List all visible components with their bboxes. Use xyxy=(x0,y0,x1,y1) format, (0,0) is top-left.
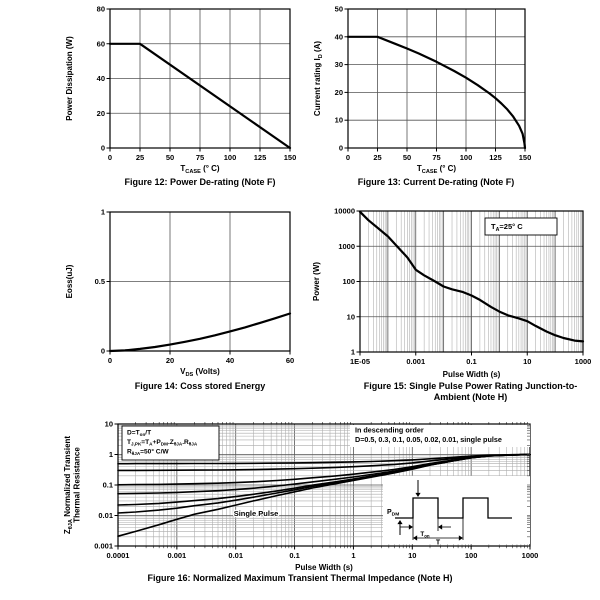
svg-text:100: 100 xyxy=(223,153,237,162)
svg-text:30: 30 xyxy=(334,60,343,70)
svg-text:75: 75 xyxy=(195,153,205,162)
svg-text:0.1: 0.1 xyxy=(102,480,113,490)
svg-text:Single Pulse: Single Pulse xyxy=(233,509,279,518)
current-derating-chart xyxy=(305,2,565,178)
svg-text:1: 1 xyxy=(100,207,105,217)
svg-text:10: 10 xyxy=(334,115,343,125)
svg-text:50: 50 xyxy=(165,153,175,162)
svg-text:10: 10 xyxy=(104,419,113,429)
svg-text:RθJA=50° C/W: $R_{\theta JA}=50^\circ$ C/W xyxy=(127,448,169,457)
svg-text:150: 150 xyxy=(283,153,297,162)
svg-text:20: 20 xyxy=(165,356,175,365)
svg-text:1000: 1000 xyxy=(574,357,592,366)
svg-text:0.001: 0.001 xyxy=(94,541,113,551)
svg-text:10: 10 xyxy=(346,312,355,322)
figure-14-caption: Figure 14: Coss stored Energy xyxy=(134,381,266,391)
svg-text:Current rating ID (A): Current rating $I_D$ (A) xyxy=(313,40,324,117)
svg-text:0.01: 0.01 xyxy=(98,511,113,520)
svg-text:0.01: 0.01 xyxy=(228,551,244,560)
svg-text:1: 1 xyxy=(108,450,113,459)
svg-text:Thermal Resistance: Thermal Resistance xyxy=(72,447,82,523)
svg-text:1000: 1000 xyxy=(338,241,355,251)
svg-text:Pulse Width (s): Pulse Width (s) xyxy=(295,563,353,572)
svg-text:Power Dissipation (W): Power Dissipation (W) xyxy=(65,36,74,121)
figure-16-caption: Figure 16: Normalized Maximum Transient Thermal Impedance (Note H) xyxy=(147,573,453,583)
svg-text:TCASE (° C): $T_{CASE}$ (° C) xyxy=(416,164,457,175)
svg-text:TCASE (° C): $T_{CASE}$ (° C) xyxy=(180,164,220,175)
svg-text:20: 20 xyxy=(96,108,105,118)
svg-text:10: 10 xyxy=(408,551,417,560)
svg-text:In descending order: In descending order xyxy=(355,425,424,435)
power-derating-chart xyxy=(55,2,305,178)
svg-text:125: 125 xyxy=(253,153,267,162)
transient-thermal-impedance-chart xyxy=(50,410,600,578)
svg-text:75: 75 xyxy=(432,153,441,162)
svg-text:0: 0 xyxy=(338,143,343,153)
svg-text:D=0.5, 0.3, 0.1, 0.05, 0.02, 0: D=0.5, 0.3, 0.1, 0.05, 0.02, 0.01, single pulse xyxy=(355,435,502,444)
svg-text:40: 40 xyxy=(334,32,343,42)
figure-15-caption: Figure 15: Single Pulse Power Rating Junction-to-Ambient (Note H) xyxy=(363,381,578,402)
svg-text:10: 10 xyxy=(523,357,532,366)
single-pulse-power-chart xyxy=(305,205,595,385)
svg-text:T: T xyxy=(435,539,441,547)
svg-text:0: 0 xyxy=(107,356,113,365)
svg-text:10000: 10000 xyxy=(334,206,355,216)
svg-text:100: 100 xyxy=(464,551,478,560)
svg-text:100: 100 xyxy=(342,277,355,286)
svg-text:125: 125 xyxy=(489,153,502,162)
svg-text:TA=25° C: $T_A=25^\circ$ C xyxy=(491,222,523,233)
svg-text:TJ,PK=TA+PDM.ZθJA.RθJA: $T_{J,PK}=T_A+P_{DM}.Z_{\theta JA}.R_{\theta JA}$ xyxy=(127,439,198,447)
curve-eoss-energy xyxy=(110,314,290,352)
svg-text:D=Ton/T: $D=T_{on}/T$ xyxy=(127,429,152,438)
svg-text:Ton: $T_{on}$ xyxy=(420,531,430,539)
svg-text:40: 40 xyxy=(225,356,235,365)
svg-text:Power (W): Power (W) xyxy=(312,261,321,302)
svg-text:0.1: 0.1 xyxy=(289,551,300,560)
coss-energy-chart xyxy=(55,205,305,381)
svg-text:1000: 1000 xyxy=(521,551,539,560)
svg-text:0: 0 xyxy=(345,153,351,162)
figure-13-caption: Figure 13: Current De-rating (Note F) xyxy=(357,177,515,187)
svg-text:0: 0 xyxy=(107,153,113,162)
svg-text:0.0001: 0.0001 xyxy=(106,551,130,560)
svg-text:0: 0 xyxy=(100,346,105,356)
svg-text:40: 40 xyxy=(96,74,105,83)
svg-text:Eoss(uJ): Eoss(uJ) xyxy=(65,264,74,299)
svg-text:VDS (Volts): $V_{DS}$ (Volts) xyxy=(180,367,220,378)
svg-text:1: 1 xyxy=(350,347,355,357)
svg-text:0.1: 0.1 xyxy=(466,357,477,366)
svg-text:Pulse Width (s): Pulse Width (s) xyxy=(442,370,501,379)
svg-text:1E-05: 1E-05 xyxy=(349,357,371,366)
svg-text:0.001: 0.001 xyxy=(406,357,426,366)
svg-text:50: 50 xyxy=(402,153,412,162)
figure-12-caption: Figure 12: Power De-rating (Note F) xyxy=(124,177,276,187)
svg-text:80: 80 xyxy=(96,4,105,14)
svg-text:60: 60 xyxy=(96,39,105,49)
svg-text:ZθJA Normalized Transient: $Z_{\theta JA}$ Normalized Transient xyxy=(63,435,74,535)
svg-text:0: 0 xyxy=(100,143,105,153)
svg-text:0.001: 0.001 xyxy=(167,551,187,560)
svg-text:0.5: 0.5 xyxy=(94,277,105,286)
svg-text:100: 100 xyxy=(459,153,473,162)
svg-text:150: 150 xyxy=(518,153,532,162)
svg-text:60: 60 xyxy=(285,356,295,365)
svg-text:25: 25 xyxy=(135,153,145,162)
svg-text:25: 25 xyxy=(373,153,382,162)
svg-text:1: 1 xyxy=(351,551,356,560)
svg-text:50: 50 xyxy=(334,4,343,14)
svg-text:PDM: $P_{DM}$ xyxy=(387,509,400,518)
svg-text:20: 20 xyxy=(334,87,343,97)
